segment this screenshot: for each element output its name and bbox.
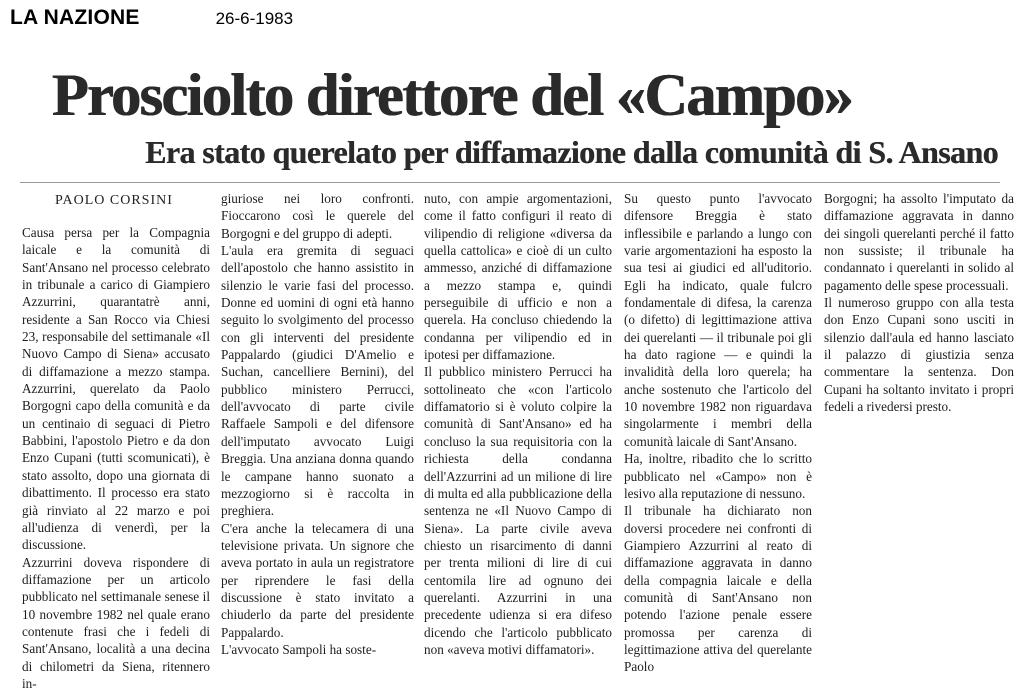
paragraph: Il pubblico ministero Perrucci ha sottolineato che «con l'articolo diffamatorio si è voluto colpire la comunità di Sant'Ansano» ed ha concluso la sua requisitoria con la richiesta della condanna dell'Azzurrini ad un milione di lire di multa ed alla pubblicazione della sentenza ne «Il Nuovo Campo di Siena». La parte civile aveva chiesto un risarcimento di danni per trenta milioni di lire di cui centomila lire ad ognuno dei querelanti. Azzurrini in una precedente udienza si era difeso dicendo che l'articolo pubblicato non «aveva motivi diffamatori».	[424, 364, 612, 657]
paragraph: Su questo punto l'avvocato difensore Breggia è stato inflessibile e parlando a lungo con varie argomentazioni ha esposto la sua tesi ai giudici ed all'uditorio. Egli ha indicato, quale fulcro fondamentale di difesa, la carenza (o difetto) di legittimazione attiva dei querelanti — il tribunale poi gli ha dato ragione — e quindi la invalidità della loro querela; ha anche sostenuto che l'articolo del 10 novembre 1982 non riguardava singolarmente i membri della comunità laicale di Sant'Ansano.	[624, 191, 812, 449]
publication-date: 26-6-1983	[215, 9, 294, 28]
article-column-2	[221, 190, 414, 657]
paragraph: L'avvocato Sampoli ha soste-	[221, 641, 377, 657]
paragraph: Causa persa per la Compagnia laicale e la comunità di Sant'Ansano nel processo celebrato in tribunale a carico di Giampiero Azzurrini, quarantatrè anni, residente a San Rocco via Chiesi 23, responsabile del settimanale «Il Nuovo Campo di Siena» accusato di diffamazione a mezzo stampa. Azzurrini, querelato da Paolo Borgogni capo della comunità e da un centinaio di seguaci di Pietro Babbini, l'apostolo Pietro e da don Enzo Cupani (tutti scomunicati), è stato assolto, dopo una giornata di dibattimento. Il processo era stato già rinviato al 22 marzo e poi all'udienza di venerdì, per la discussione.	[22, 225, 210, 553]
source-line	[10, 6, 293, 34]
article-column-4	[624, 190, 812, 675]
paragraph: C'era anche la telecamera di una televisione privata. Un signore che aveva portato in aula un registratore per riprendere le fasi della discussione è stato invitato a chiuderlo da parte del presidente Pappalardo.	[221, 520, 414, 640]
paragraph: Il numeroso gruppo con alla testa don Enzo Cupani sono usciti in silenzio dall'aula ed hanno lasciato il palazzo di giustizia senza commentare la sentenza. Don Cupani ha soltanto invitato i propri fedeli a rivedersi presto.	[824, 295, 1014, 415]
article-column-1	[22, 224, 210, 691]
paragraph: giuriose nei loro confronti. Fioccarono così le querele del Borgogni e del gruppo di adepti.	[221, 191, 414, 241]
article-column-5	[824, 190, 1014, 415]
paragraph: Il tribunale ha dichiarato non doversi procedere nei confronti di Giampiero Azzurrini al reato di diffamazione aggravata in danno della compagnia laicale e della comunità di Sant'Ansano non potendo l'azione penale essere promossa per carenza di legittimazione attiva del querelante Paolo	[624, 503, 812, 675]
article-column-3	[424, 190, 612, 657]
article-headline: Prosciolto direttore del «Campo»	[52, 62, 853, 128]
article-subheadline: Era stato querelato per diffamazione dalla comunità di S. Ansano	[145, 134, 998, 170]
paragraph: nuto, con ampie argomentazioni, come il fatto configuri il reato di vilipendio di religione «diversa da quella cattolica» e cioè di un culto ammesso, anziché di diffamazione a mezzo stampa e, quindi perseguibile di ufficio e non a querela. Ha concluso chiedendo la condanna per vilipendio ed in ipotesi per diffamazione.	[424, 191, 612, 363]
newspaper-masthead: LA NAZIONE	[10, 6, 140, 29]
article-byline: PAOLO CORSINI	[55, 193, 173, 208]
paragraph: Borgogni; ha assolto l'imputato da diffamazione aggravata in danno dei singoli querelanti perché il fatto non sussiste; il tribunale ha condannato i querelanti in solido al pagamento delle spese processuali.	[824, 191, 1014, 293]
headline-rule	[20, 182, 1000, 183]
paragraph: L'aula era gremita di seguaci dell'apostolo che hanno assistito in silenzio le varie fasi del processo. Donne ed uomini di ogni età hanno seguito lo svolgimento del processo con gli interventi del presidente Pappalardo (giudici D'Amelio e Suchan, cancelliere Bernini), del pubblico ministero Perrucci, dell'avvocato di parte civile Raffaele Sampoli e del difensore dell'imputato avvocato Luigi Breggia. Una anziana donna quando le campane hanno suonato a mezzogiorno si è raccolta in preghiera.	[221, 243, 414, 519]
paragraph: Ha, inoltre, ribadito che lo scritto pubblicato nel «Campo» non è lesivo alla reputazione di nessuno.	[624, 451, 812, 501]
paragraph: Azzurrini doveva rispondere di diffamazione per un articolo pubblicato nel settimanale senese il 10 novembre 1982 nel quale erano contenute frasi che i fedeli di Sant'Ansano, località a una decina di chilometri da Siena, ritennero in-	[22, 554, 210, 691]
